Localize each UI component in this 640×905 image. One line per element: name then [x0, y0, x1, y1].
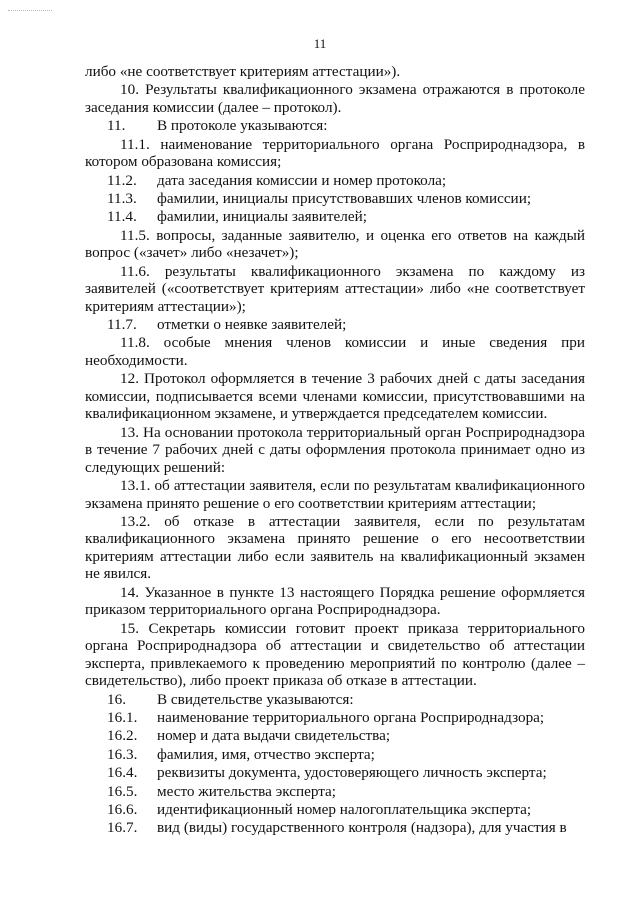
list-item	[85, 190, 585, 208]
item-text: отметки о неявке заявителей;	[157, 316, 347, 334]
item-text: фамилия, имя, отчество эксперта;	[157, 745, 375, 763]
item-text: реквизиты документа, удостоверяющего личность эксперта;	[157, 764, 547, 782]
list-item	[85, 117, 585, 135]
item-number: 16.7.	[107, 819, 138, 837]
item-number: 16.5.	[107, 782, 138, 800]
item-number: 16.6.	[107, 800, 138, 818]
item-text: В протоколе указываются:	[157, 117, 328, 135]
item-text: идентификационный номер налогоплательщика эксперта;	[157, 800, 532, 818]
list-item	[85, 783, 585, 801]
item-number: 16.2.	[107, 727, 138, 745]
paragraph: 15. Секретарь комиссии готовит проект приказа территориального органа Росприроднадзора об аттестации и свидетельство об аттестации эксперта, привлекаемого к проведению мероприятий по контролю (далее – свидетельство), либо проект приказа об отказе в аттестации.	[85, 619, 585, 690]
item-text: дата заседания комиссии и номер протокола;	[157, 171, 447, 189]
item-number: 16.	[107, 690, 126, 708]
list-item	[85, 691, 585, 709]
scan-artifact	[8, 10, 52, 15]
list-item	[85, 727, 585, 745]
item-number: 11.2.	[107, 171, 137, 189]
item-text: вид (виды) государственного контроля (надзора), для участия в	[157, 819, 567, 837]
document-body	[85, 63, 585, 838]
item-text: номер и дата выдачи свидетельства;	[157, 727, 391, 745]
list-item	[85, 819, 585, 837]
paragraph: 13. На основании протокола территориальный орган Росприроднадзора в течение 7 рабочих дней с даты оформления протокола принимает одно из следующих решений:	[85, 423, 585, 476]
item-number: 11.4.	[107, 208, 137, 226]
item-number: 11.	[107, 117, 126, 135]
paragraph: 11.1. наименование территориального органа Росприроднадзора, в котором образована комиссия;	[85, 135, 585, 171]
paragraph: 13.2. об отказе в аттестации заявителя, если по результатам квалификационного экзамена принято решение о его несоответствии критериям аттестации либо если заявитель на квалификационный экзамен не явился.	[85, 512, 585, 583]
page-number: 11	[313, 36, 327, 51]
item-text: место жительства эксперта;	[157, 782, 336, 800]
paragraph: 10. Результаты квалификационного экзамена отражаются в протоколе заседания комиссии (далее – протокол).	[85, 81, 585, 116]
item-text: В свидетельстве указываются:	[157, 690, 354, 708]
paragraph: либо «не соответствует критериям аттестации»).	[85, 63, 401, 80]
item-text: фамилии, инициалы заявителей;	[157, 208, 367, 226]
item-number: 16.1.	[107, 709, 138, 727]
paragraph: 13.1. об аттестации заявителя, если по результатам квалификационного экзамена принято решение о его соответствии критериям аттестации;	[85, 477, 585, 512]
list-item	[85, 746, 585, 764]
list-item	[85, 172, 585, 190]
paragraph: 11.6. результаты квалификационного экзамена по каждому из заявителей («соответствует критериям аттестации» либо «не соответствует критериям аттестации»);	[85, 262, 585, 315]
item-text: фамилии, инициалы присутствовавших членов комиссии;	[157, 189, 532, 207]
paragraph: 14. Указанное в пункте 13 настоящего Порядка решение оформляется приказом территориального органа Росприроднадзора.	[85, 583, 585, 619]
item-number: 16.4.	[107, 764, 138, 782]
item-number: 11.3.	[107, 189, 137, 207]
list-item	[85, 764, 585, 782]
item-number: 16.3.	[107, 745, 138, 763]
item-text: наименование территориального органа Росприроднадзора;	[157, 709, 545, 727]
list-item	[85, 709, 585, 727]
item-number: 11.7.	[107, 316, 137, 334]
list-item	[85, 208, 585, 226]
paragraph: 12. Протокол оформляется в течение 3 рабочих дней с даты заседания комиссии, подписывается всеми членами комиссии, присутствовавшими на квалификационном экзамене, и утверждается председателем комиссии.	[85, 370, 585, 423]
paragraph: 11.5. вопросы, заданные заявителю, и оценка его ответов на каждый вопрос («зачет» либо «незачет»);	[85, 226, 585, 262]
list-item	[85, 801, 585, 819]
paragraph: 11.8. особые мнения членов комиссии и иные сведения при необходимости.	[85, 334, 585, 369]
list-item	[85, 316, 585, 334]
